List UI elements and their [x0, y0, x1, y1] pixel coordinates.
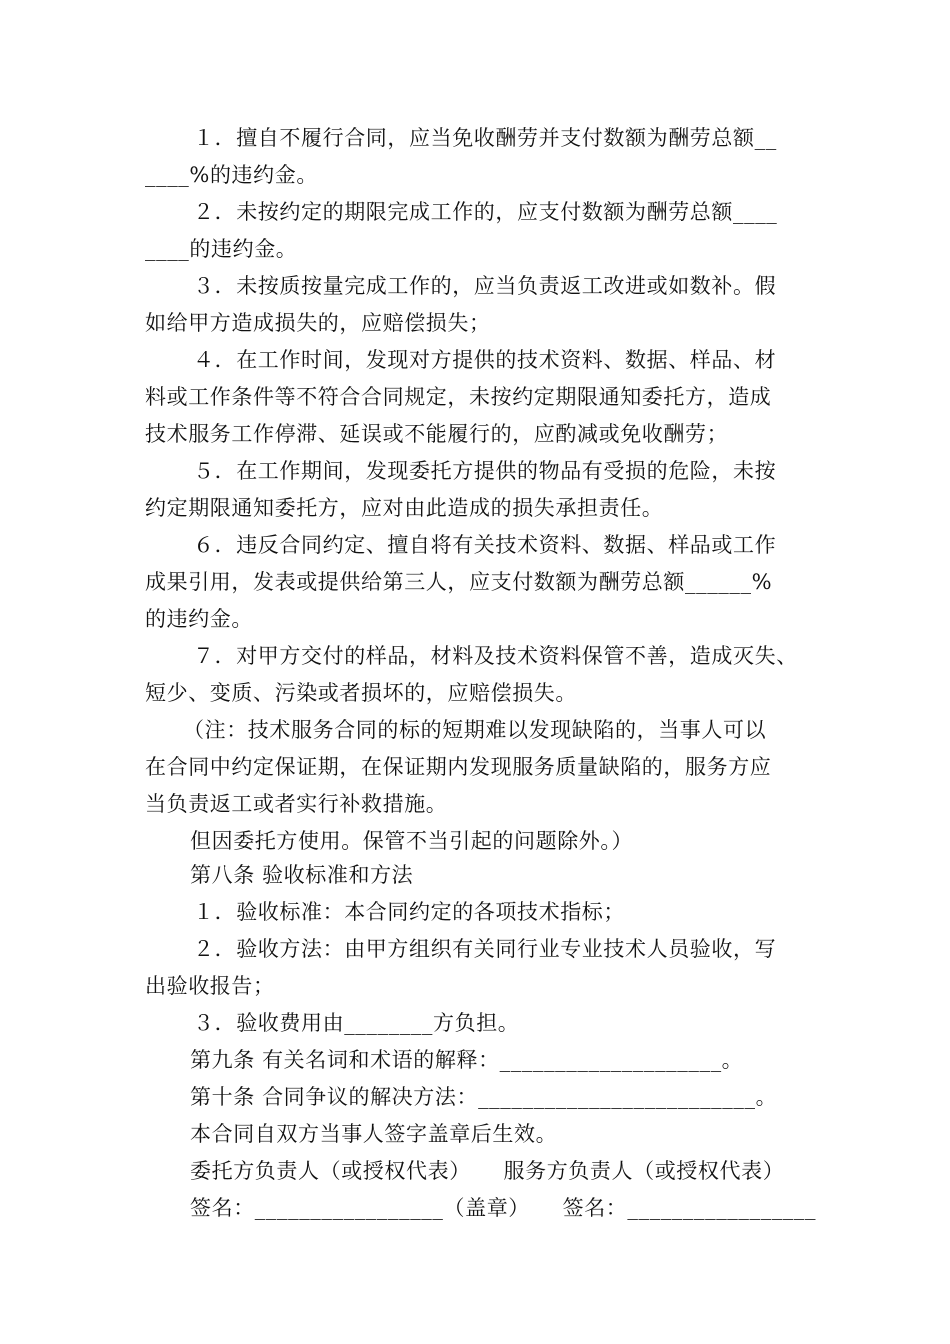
note-line-3: 当负责返工或者实行补救措施。	[145, 792, 448, 816]
clause-7-item-1-line-2: ____%的违约金。	[145, 163, 318, 187]
signature-line: 签名：_________________（盖章） 签名：_________________	[190, 1196, 817, 1220]
clause-7-item-3-line-1: ３．未按质按量完成工作的，应当负责返工改进或如数补。假	[193, 274, 777, 298]
clause-8-item-2-line-1: ２．验收方法：由甲方组织有关同行业专业技术人员验收，写	[193, 937, 777, 961]
clause-7-item-2-line-1: ２．未按约定的期限完成工作的，应支付数额为酬劳总额____	[193, 200, 778, 224]
clause-7-item-6-line-3: 的违约金。	[145, 607, 253, 631]
clause-7-item-7-line-2: 短少、变质、污染或者损坏的，应赔偿损失。	[145, 681, 577, 705]
clause-8-item-3: ３．验收费用由________方负担。	[193, 1011, 520, 1035]
clause-8-item-1: １．验收标准：本合同约定的各项技术指标；	[193, 900, 625, 924]
clause-7-item-7-line-1: ７．对甲方交付的样品，材料及技术资料保管不善，造成灭失、	[193, 644, 798, 668]
note-line-1: （注：技术服务合同的标的短期难以发现缺陷的，当事人可以	[183, 718, 767, 742]
clause-7-item-6-line-1: ６．违反合同约定、擅自将有关技术资料、数据、样品或工作	[193, 533, 777, 557]
clause-7-item-3-line-2: 如给甲方造成损失的，应赔偿损失；	[145, 311, 491, 335]
note-line-4: 但因委托方使用。保管不当引起的问题除外。）	[190, 829, 634, 853]
clause-7-item-5-line-2: 约定期限通知委托方，应对由此造成的损失承担责任。	[145, 496, 664, 520]
clause-7-item-5-line-1: ５．在工作期间，发现委托方提供的物品有受损的危险，未按	[193, 459, 777, 483]
clause-7-item-4-line-2: 料或工作条件等不符合合同规定，未按约定期限通知委托方，造成	[145, 385, 772, 409]
clause-10: 第十条 合同争议的解决方法：_________________________。	[190, 1085, 778, 1109]
clause-7-item-4-line-3: 技术服务工作停滞、延误或不能履行的，应酌减或免收酬劳；	[145, 422, 729, 446]
clause-7-item-1-line-1: １．擅自不履行合同，应当免收酬劳并支付数额为酬劳总额__	[193, 126, 777, 150]
clause-9: 第九条 有关名词和术语的解释：____________________。	[190, 1048, 744, 1072]
note-line-2: 在合同中约定保证期，在保证期内发现服务质量缺陷的，服务方应	[145, 755, 772, 779]
clause-7-item-4-line-1: ４．在工作时间，发现对方提供的技术资料、数据、样品、材	[193, 348, 777, 372]
clause-8-heading: 第八条 验收标准和方法	[190, 863, 414, 887]
clause-8-item-2-line-2: 出验收报告；	[145, 974, 275, 998]
signatory-labels: 委托方负责人（或授权代表） 服务方负责人（或授权代表）	[190, 1159, 785, 1183]
clause-7-item-6-line-2: 成果引用，发表或提供给第三人，应支付数额为酬劳总额______%	[145, 570, 773, 594]
effective-statement: 本合同自双方当事人签字盖章后生效。	[190, 1122, 558, 1146]
clause-7-item-2-line-2: ____的违约金。	[145, 237, 298, 261]
